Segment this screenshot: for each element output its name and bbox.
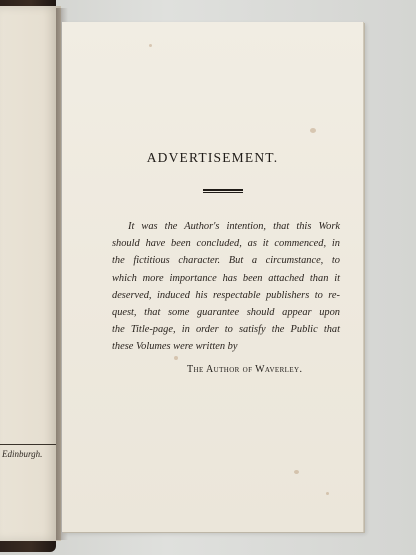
author-signature: The Author of Waverley.	[187, 364, 303, 375]
foxing-spot	[294, 470, 299, 474]
text-line: the fictitious character. But a circumstance, to	[112, 255, 340, 267]
text-line: which more importance has been attached than it	[112, 272, 340, 284]
text-line: quest, that some guarantee should appear upon	[112, 307, 340, 319]
foxing-spot	[326, 492, 329, 495]
advertisement-text	[112, 218, 340, 356]
text-line: these Volumes were written by	[112, 341, 238, 353]
right-page	[62, 22, 364, 532]
imprint-rule	[0, 444, 56, 445]
imprint-fragment: Edinburgh.	[2, 449, 43, 459]
foxing-spot	[174, 356, 178, 360]
text-line: the Title-page, in order to satisfy the Public that	[112, 324, 340, 336]
page-heading: ADVERTISEMENT.	[146, 150, 279, 165]
text-line: should have been concluded, as it commenced, in	[112, 238, 340, 250]
foxing-spot	[310, 128, 316, 133]
foxing-spot	[149, 44, 152, 47]
text-line: It was the Author's intention, that this Work	[128, 221, 340, 232]
text-line: deserved, induced his respectable publishers to re-	[112, 289, 340, 301]
left-page	[0, 6, 61, 541]
heading-rule	[203, 189, 243, 193]
